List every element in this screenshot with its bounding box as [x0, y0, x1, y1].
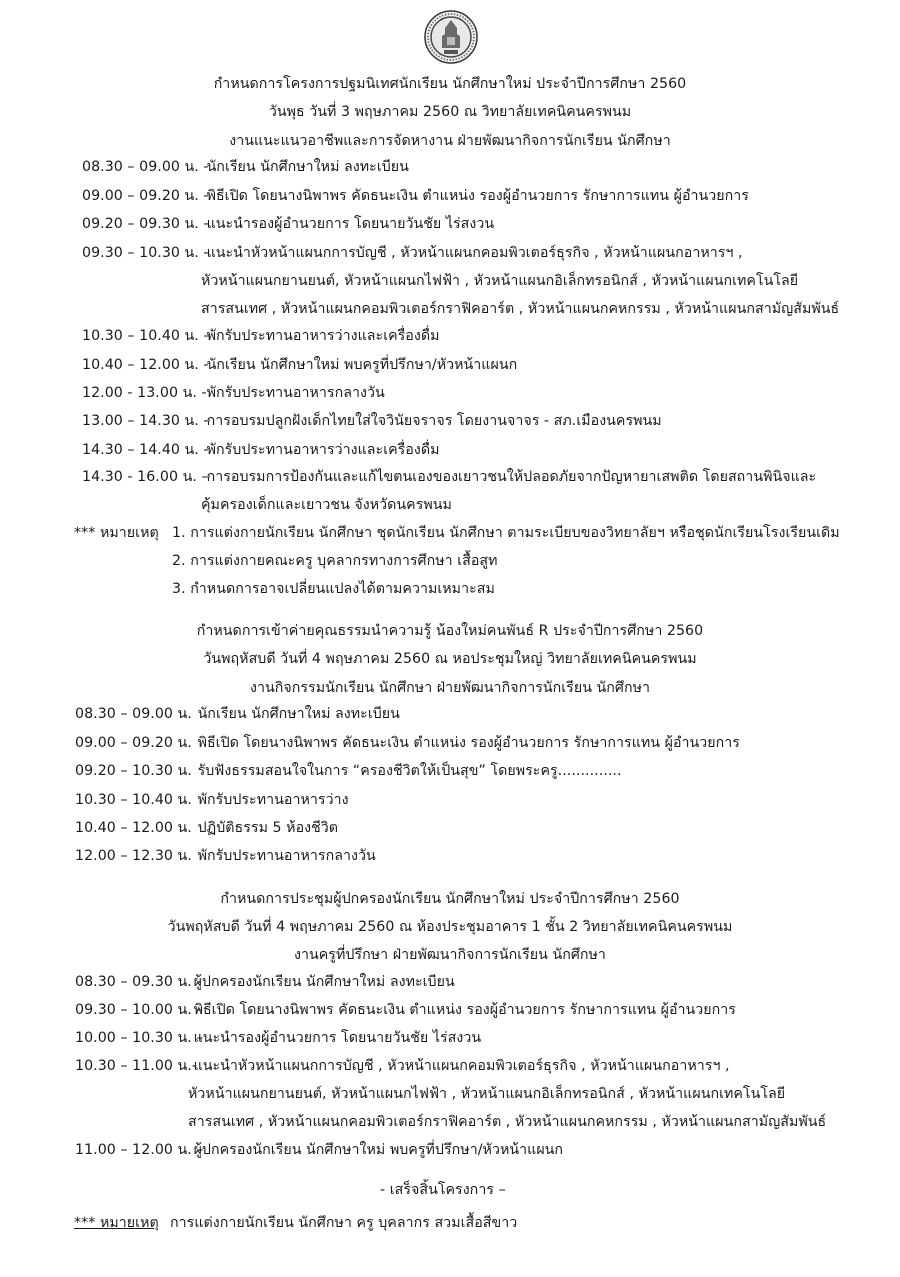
schedule-row-continuation: คุ้มครองเด็กและเยาวชน จังหวัดนครพนม	[201, 497, 452, 513]
schedule-row: 09.30 – 10.30 น. - แนะนำหัวหน้าแผนกการบัญชี , หัวหน้าแผนกคอมพิวเตอร์ธุรกิจ , หัวหน้าแผนกอาหารฯ ,	[82, 245, 743, 261]
college-seal-icon	[424, 10, 478, 64]
schedule-row: 08.30 – 09.00 น. นักเรียน นักศึกษาใหม่ ลงทะเบียน	[75, 706, 400, 722]
note-label: *** หมายเหตุ	[74, 1215, 159, 1231]
schedule-row: 10.40 – 12.00 น. - นักเรียน นักศึกษาใหม่ พบครูที่ปรึกษา/หัวหน้าแผนก	[82, 357, 518, 373]
schedule-row: 08.30 – 09.00 น. - นักเรียน นักศึกษาใหม่ ลงทะเบียน	[82, 159, 409, 175]
end-of-program: - เสร็จสิ้นโครงการ –	[380, 1182, 506, 1198]
section1-date: วันพุธ วันที่ 3 พฤษภาคม 2560 ณ วิทยาลัยเทคนิคนครพนม	[268, 104, 632, 120]
schedule-row: 09.20 – 10.30 น. รับฟังธรรมสอนใจในการ “ครองชีวิตให้เป็นสุข” โดยพระครู..............	[75, 763, 622, 779]
section2-title: กำหนดการเข้าค่ายคุณธรรมนำความรู้ น้องใหม่คนพันธ์ R ประจำปีการศึกษา 2560	[196, 623, 704, 639]
note-item: การแต่งกายนักเรียน นักศึกษา ครู บุคลากร สวมเสื้อสีขาว	[170, 1215, 518, 1231]
schedule-row-continuation: หัวหน้าแผนกยานยนต์, หัวหน้าแผนกไฟฟ้า , หัวหน้าแผนกอิเล็กทรอนิกส์ , หัวหน้าแผนกเทคโนโลยี	[188, 1086, 786, 1102]
section3-date: วันพฤหัสบดี วันที่ 4 พฤษภาคม 2560 ณ ห้องประชุมอาคาร 1 ชั้น 2 วิทยาลัยเทคนิคนครพนม	[167, 919, 733, 935]
section2-dept: งานกิจกรรมนักเรียน นักศึกษา ฝ่ายพัฒนากิจการนักเรียน นักศึกษา	[249, 680, 651, 696]
schedule-row: 11.00 – 12.00 น. – ผู้ปกครองนักเรียน นักศึกษาใหม่ พบครูที่ปรึกษา/หัวหน้าแผนก	[75, 1142, 564, 1158]
schedule-row: 09.00 – 09.20 น. - พิธีเปิด โดยนางนิพาพร คัดธนะเงิน ตำแหน่ง รองผู้อำนวยการ รักษาการแทน ผู้อำนวยการ	[82, 188, 749, 204]
schedule-row: 12.00 – 12.30 น. พักรับประทานอาหารกลางวัน	[75, 848, 376, 864]
schedule-row: 09.00 – 09.20 น. พิธีเปิด โดยนางนิพาพร คัดธนะเงิน ตำแหน่ง รองผู้อำนวยการ รักษาการแทน ผู้อำนวยการ	[75, 735, 740, 751]
schedule-row: 12.00 - 13.00 น. - พักรับประทานอาหารกลางวัน	[82, 385, 385, 401]
schedule-row: 10.30 – 10.40 น. – พักรับประทานอาหารว่างและเครื่องดื่ม	[82, 328, 440, 344]
schedule-row: 13.00 – 14.30 น. - การอบรมปลูกฝังเด็กไทยใส่ใจวินัยจราจร โดยงานจาจร - สภ.เมืองนครพนม	[82, 413, 662, 429]
note-item: 1. การแต่งกายนักเรียน นักศึกษา ชุดนักเรียน นักศึกษา ตามระเบียบของวิทยาลัยฯ หรือชุดนักเรียนโรงเรียนเดิม	[172, 525, 840, 541]
section1-dept: งานแนะแนวอาชีพและการจัดหางาน ฝ่ายพัฒนากิจการนักเรียน นักศึกษา	[229, 133, 671, 149]
note-label: *** หมายเหตุ	[74, 525, 159, 541]
note-item: 2. การแต่งกายคณะครู บุคลากรทางการศึกษา เสื้อสูท	[172, 553, 498, 569]
schedule-row: 10.30 – 10.40 น. พักรับประทานอาหารว่าง	[75, 792, 349, 808]
schedule-row: 10.00 – 10.30 น. – แนะนำรองผู้อำนวยการ โดยนายวันชัย ไร่สงวน	[75, 1030, 482, 1046]
section3-dept: งานครูที่ปรึกษา ฝ่ายพัฒนากิจการนักเรียน นักศึกษา	[294, 947, 606, 963]
note-item: 3. กำหนดการอาจเปลี่ยนแปลงได้ตามความเหมาะสม	[172, 581, 495, 597]
schedule-row: 09.30 – 10.00 น. - พิธีเปิด โดยนางนิพาพร คัดธนะเงิน ตำแหน่ง รองผู้อำนวยการ รักษาการแทน ผู้อำนวยการ	[75, 1002, 736, 1018]
schedule-row-continuation: สารสนเทศ , หัวหน้าแผนกคอมพิวเตอร์กราฟิคอาร์ต , หัวหน้าแผนกคหกรรม , หัวหน้าแผนกสามัญสัมพันธ์	[188, 1114, 827, 1130]
schedule-row-continuation: สารสนเทศ , หัวหน้าแผนกคอมพิวเตอร์กราฟิคอาร์ต , หัวหน้าแผนกคหกรรม , หัวหน้าแผนกสามัญสัมพันธ์	[201, 301, 840, 317]
schedule-row: 10.40 – 12.00 น. ปฏิบัติธรรม 5 ห้องชีวิต	[75, 820, 339, 836]
section1-title: กำหนดการโครงการปฐมนิเทศนักเรียน นักศึกษาใหม่ ประจำปีการศึกษา 2560	[213, 76, 687, 92]
schedule-row: 08.30 – 09.30 น. - ผู้ปกครองนักเรียน นักศึกษาใหม่ ลงทะเบียน	[75, 974, 455, 990]
schedule-row-continuation: หัวหน้าแผนกยานยนต์, หัวหน้าแผนกไฟฟ้า , หัวหน้าแผนกอิเล็กทรอนิกส์ , หัวหน้าแผนกเทคโนโลยี	[201, 273, 799, 289]
schedule-row: 14.30 - 16.00 น. – การอบรมการป้องกันและแก้ไขตนเองของเยาวชนให้ปลอดภัยจากปัญหายาเสพติด โดยสถานพินิจและ	[82, 469, 817, 485]
schedule-row: 14.30 – 14.40 น. - พักรับประทานอาหารว่างและเครื่องดื่ม	[82, 442, 440, 458]
schedule-row: 10.30 – 11.00 น.- แนะนำหัวหน้าแผนกการบัญชี , หัวหน้าแผนกคอมพิวเตอร์ธุรกิจ , หัวหน้าแผนกอาหารฯ ,	[75, 1058, 730, 1074]
section3-title: กำหนดการประชุมผู้ปกครองนักเรียน นักศึกษาใหม่ ประจำปีการศึกษา 2560	[220, 891, 680, 907]
schedule-row: 09.20 – 09.30 น. - แนะนำรองผู้อำนวยการ โดยนายวันชัย ไร่สงวน	[82, 216, 495, 232]
section2-date: วันพฤหัสบดี วันที่ 4 พฤษภาคม 2560 ณ หอประชุมใหญ่ วิทยาลัยเทคนิคนครพนม	[203, 651, 697, 667]
